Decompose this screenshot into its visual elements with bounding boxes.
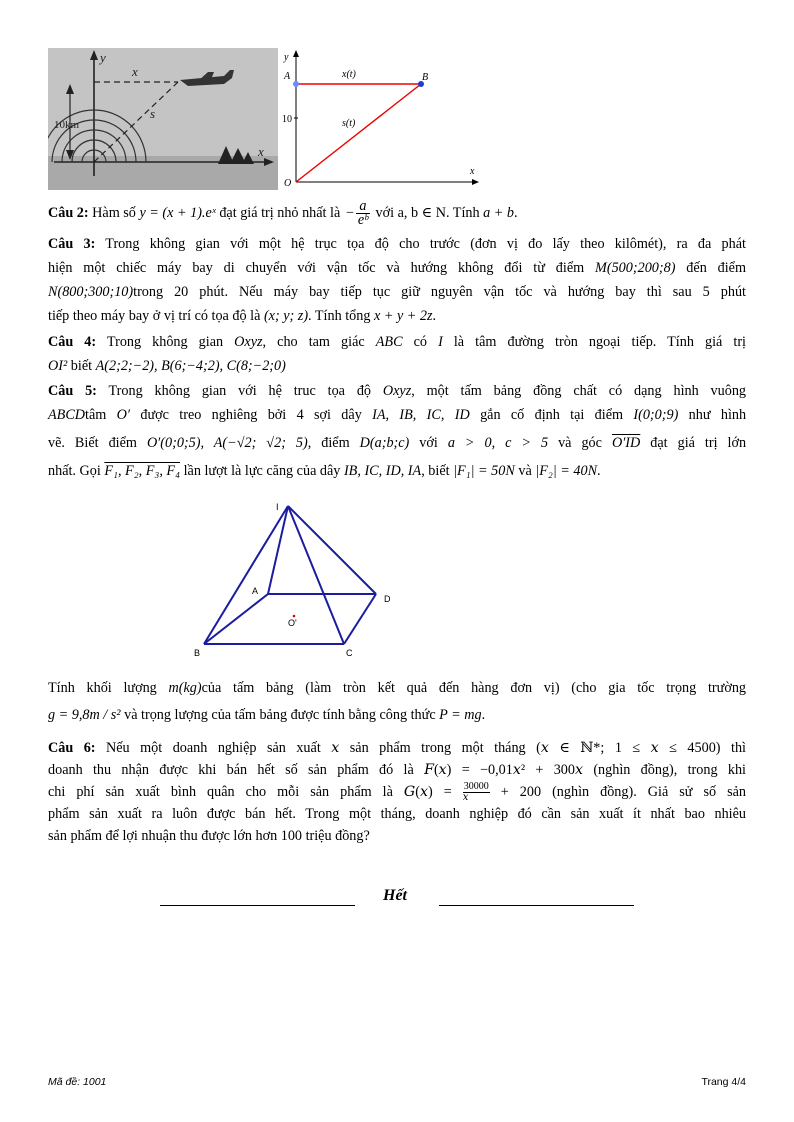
point-i: I bbox=[438, 334, 443, 350]
question-6-text: Nếu một doanh nghiệp sản xuất bbox=[106, 740, 321, 756]
fig-label-b: B bbox=[194, 648, 201, 658]
condition: (𝑥 ∈ ℕ*; 1 ≤ 𝑥 ≤ 4500) bbox=[536, 740, 721, 756]
question-3-end: . bbox=[432, 308, 437, 324]
fig-label-o: O' bbox=[288, 618, 297, 628]
question-3 bbox=[48, 232, 746, 328]
graph-point-a bbox=[293, 81, 299, 87]
fraction-numerator: 30000 bbox=[463, 781, 489, 793]
question-5-text: với bbox=[419, 435, 438, 451]
graph-label-st: s(t) bbox=[342, 118, 356, 129]
question-5-text: gắn cố định tại điểm bbox=[480, 407, 624, 423]
graph-axis-x-label: x bbox=[470, 166, 475, 177]
question-6-text: sản phẩm trong một tháng bbox=[349, 740, 526, 756]
pyramid-figure bbox=[190, 498, 410, 660]
question-6-text: sản phẩm để lợi nhuận thu được lớn hơn 100 triệu đồng? bbox=[48, 828, 370, 845]
question-6-text: (nghìn đồng), trong khi bbox=[593, 762, 747, 778]
exam-code: Mã đề: 1001 bbox=[48, 1076, 107, 1088]
question-2-ask: a + b bbox=[483, 205, 514, 221]
question-5-text: của tấm bảng (làm tròn kết quả đến hàng đơn vị) (cho gia tốc trọng trường bbox=[201, 680, 747, 696]
question-5 bbox=[48, 379, 746, 483]
photo-label-s: s bbox=[150, 106, 156, 121]
question-2-function: y = (x + 1).eˣ bbox=[139, 205, 216, 221]
cost-fraction bbox=[463, 782, 490, 803]
question-2-label: Câu 2: bbox=[48, 205, 89, 221]
question-5-text: và góc bbox=[558, 435, 602, 451]
question-5-end: . bbox=[597, 463, 601, 479]
point-d: D(a;b;c) bbox=[359, 435, 410, 451]
question-4-text: là tâm đường tròn ngoại tiếp. Tính giá trị bbox=[453, 334, 746, 350]
question-6-text: chi phí sản xuất bình quân cho mỗi sản phẩm là bbox=[48, 784, 393, 800]
points-o-a: O′(0;0;5), A(−√2; √2; 5) bbox=[146, 435, 308, 451]
oxyz: Oxyz bbox=[382, 383, 412, 399]
question-6 bbox=[48, 737, 746, 847]
question-2-fraction: − $\frac{a}{\text{eᵇ}}$ bbox=[345, 198, 368, 229]
question-5-label: Câu 5: bbox=[48, 383, 97, 399]
condition: a > 0, c > 5 bbox=[447, 435, 549, 451]
photo-axis-y-label: y bbox=[100, 50, 106, 65]
graph-label-a: A bbox=[284, 71, 291, 82]
question-5-text: được treo nghiêng bởi 4 sợi dây bbox=[140, 407, 362, 423]
fraction-numerator: a bbox=[356, 200, 370, 214]
question-5-text: , điểm bbox=[307, 435, 350, 451]
sum-expression: x + y + 2z bbox=[374, 308, 433, 324]
point-m: M(500;200;8) bbox=[595, 260, 676, 276]
triangle-points: A(2;2;−2), B(6;−4;2), C(8;−2;0) bbox=[95, 358, 286, 374]
question-5-after bbox=[48, 675, 746, 729]
end-mark: Hết bbox=[383, 887, 407, 904]
question-3-text: tiếp theo máy bay ở vị trí có tọa độ là bbox=[48, 308, 261, 324]
question-6-text: (nghìn đồng). Giả sử số sản bbox=[552, 784, 747, 800]
question-3-text: . Tính tổng bbox=[308, 308, 371, 324]
var-x: 𝑥 bbox=[331, 740, 340, 756]
center-o-dot bbox=[293, 615, 296, 618]
graph-label-o: O bbox=[284, 178, 292, 189]
question-3-label: Câu 3: bbox=[48, 236, 96, 252]
question-4 bbox=[48, 330, 746, 378]
question-5-text: , một tấm bảng đồng chất có dạng hình vuông bbox=[411, 383, 747, 399]
question-5-end: . bbox=[481, 707, 486, 723]
end-line-right bbox=[439, 905, 634, 906]
airplane-radar-photo bbox=[48, 48, 278, 190]
center-o: O′ bbox=[116, 407, 131, 423]
revenue-function: 𝐹(𝑥) = −0,01𝑥² + 300𝑥 bbox=[424, 762, 583, 778]
end-line-left bbox=[160, 905, 355, 906]
cost-function: 𝐺(𝑥) = bbox=[403, 784, 452, 800]
question-5-text: lần lượt là lực căng của dây bbox=[183, 463, 341, 479]
position-graph bbox=[280, 46, 480, 192]
cost-plus: + 200 bbox=[500, 784, 542, 800]
question-3-text: đến điểm bbox=[686, 260, 747, 276]
question-5-text: vẽ. Biết điểm bbox=[48, 435, 137, 451]
question-6-text: doanh thu nhận được khi bán hết số sản phẩm đó là bbox=[48, 762, 414, 778]
gravity: g = 9,8m / s² bbox=[48, 707, 121, 723]
question-5-text: Tính khối lượng bbox=[48, 680, 157, 696]
coord-xyz: (x; y; z) bbox=[263, 308, 309, 324]
wires: IA, IB, IC, ID bbox=[372, 407, 470, 423]
question-6-label: Câu 6: bbox=[48, 740, 96, 756]
question-2-text: đạt giá trị nhỏ nhất là bbox=[219, 205, 341, 221]
question-5-text: như hình bbox=[688, 407, 747, 423]
question-2-end: . bbox=[513, 205, 518, 221]
question-4-text: biết bbox=[70, 358, 93, 374]
question-5-text: nhất. Gọi bbox=[48, 463, 101, 479]
photo-height-label: 10km bbox=[54, 119, 80, 131]
triangle-abc: ABC bbox=[375, 334, 403, 350]
question-3-text: hiện một chiếc máy bay di chuyển với vận tốc và hướng không đổi từ điểm bbox=[48, 260, 585, 276]
fraction-denominator: 𝑥 bbox=[462, 792, 469, 804]
fig-label-a: A bbox=[252, 586, 259, 596]
page-number: Trang 4/4 bbox=[701, 1076, 746, 1088]
force-2: |F₂| = 40N bbox=[535, 463, 598, 479]
photo-label-x: x bbox=[132, 64, 138, 79]
mass: m(kg) bbox=[168, 680, 202, 696]
question-4-text: , cho tam giác bbox=[262, 334, 365, 350]
question-3-text: Trong không gian với một hệ trục tọa độ cho trước (đơn vị đo lấy theo kilômét), ra đa phát bbox=[105, 236, 746, 252]
oi-squared: OI² bbox=[48, 358, 68, 374]
question-4-text: có bbox=[413, 334, 427, 350]
question-2-text: với a, b ∈ N. Tính bbox=[375, 205, 480, 221]
square-abcd: ABCD bbox=[48, 407, 86, 423]
graph-tick-10: 10 bbox=[282, 114, 292, 125]
oxyz: Oxyz bbox=[234, 334, 263, 350]
question-5-text: đạt giá trị lớn bbox=[650, 435, 747, 451]
question-6-text: thì bbox=[731, 740, 746, 756]
angle-oid: O′ID bbox=[611, 435, 641, 451]
question-5-text: Trong không gian với hệ truc tọa độ bbox=[108, 383, 372, 399]
graph-label-xt: x(t) bbox=[342, 69, 356, 80]
point-i: I(0;0;9) bbox=[633, 407, 679, 423]
question-2-text: Hàm số bbox=[92, 205, 136, 221]
fig-label-c: C bbox=[346, 648, 353, 658]
question-4-label: Câu 4: bbox=[48, 334, 97, 350]
graph-label-b: B bbox=[422, 72, 429, 83]
fig-label-i: I bbox=[276, 502, 279, 512]
point-n: N(800;300;10) bbox=[48, 284, 134, 300]
photo-axis-x-label: x bbox=[258, 144, 264, 159]
question-6-text: phẩm sản xuất ra luôn được bán hết. Trong một tháng, doanh nghiệp đó cần sản xuất ít nhất bao nhiêu bbox=[48, 806, 746, 823]
force-1: |F₁| = 50N bbox=[453, 463, 515, 479]
wires: IB, IC, ID, IA bbox=[343, 463, 422, 479]
question-4-text: Trong không gian bbox=[106, 334, 224, 350]
question-2 bbox=[48, 199, 746, 227]
question-5-text: và bbox=[518, 463, 532, 479]
question-3-text: trong 20 phút. Nếu máy bay tiếp tục giữ nguyên vận tốc và hướng bay thì sau 5 phút bbox=[133, 284, 746, 300]
weight-formula: P = mg bbox=[439, 707, 482, 723]
fraction-denominator: eᵇ bbox=[357, 212, 368, 229]
graph-axis-y-label: y bbox=[284, 52, 289, 63]
question-5-text: và trọng lượng của tấm bảng được tính bằng công thức bbox=[124, 707, 436, 723]
question-5-text: tâm bbox=[85, 407, 107, 423]
forces: F₁, F₂, F₃, F₄ bbox=[104, 463, 181, 479]
fig-label-d: D bbox=[384, 594, 391, 604]
question-5-text: , biết bbox=[421, 463, 450, 479]
